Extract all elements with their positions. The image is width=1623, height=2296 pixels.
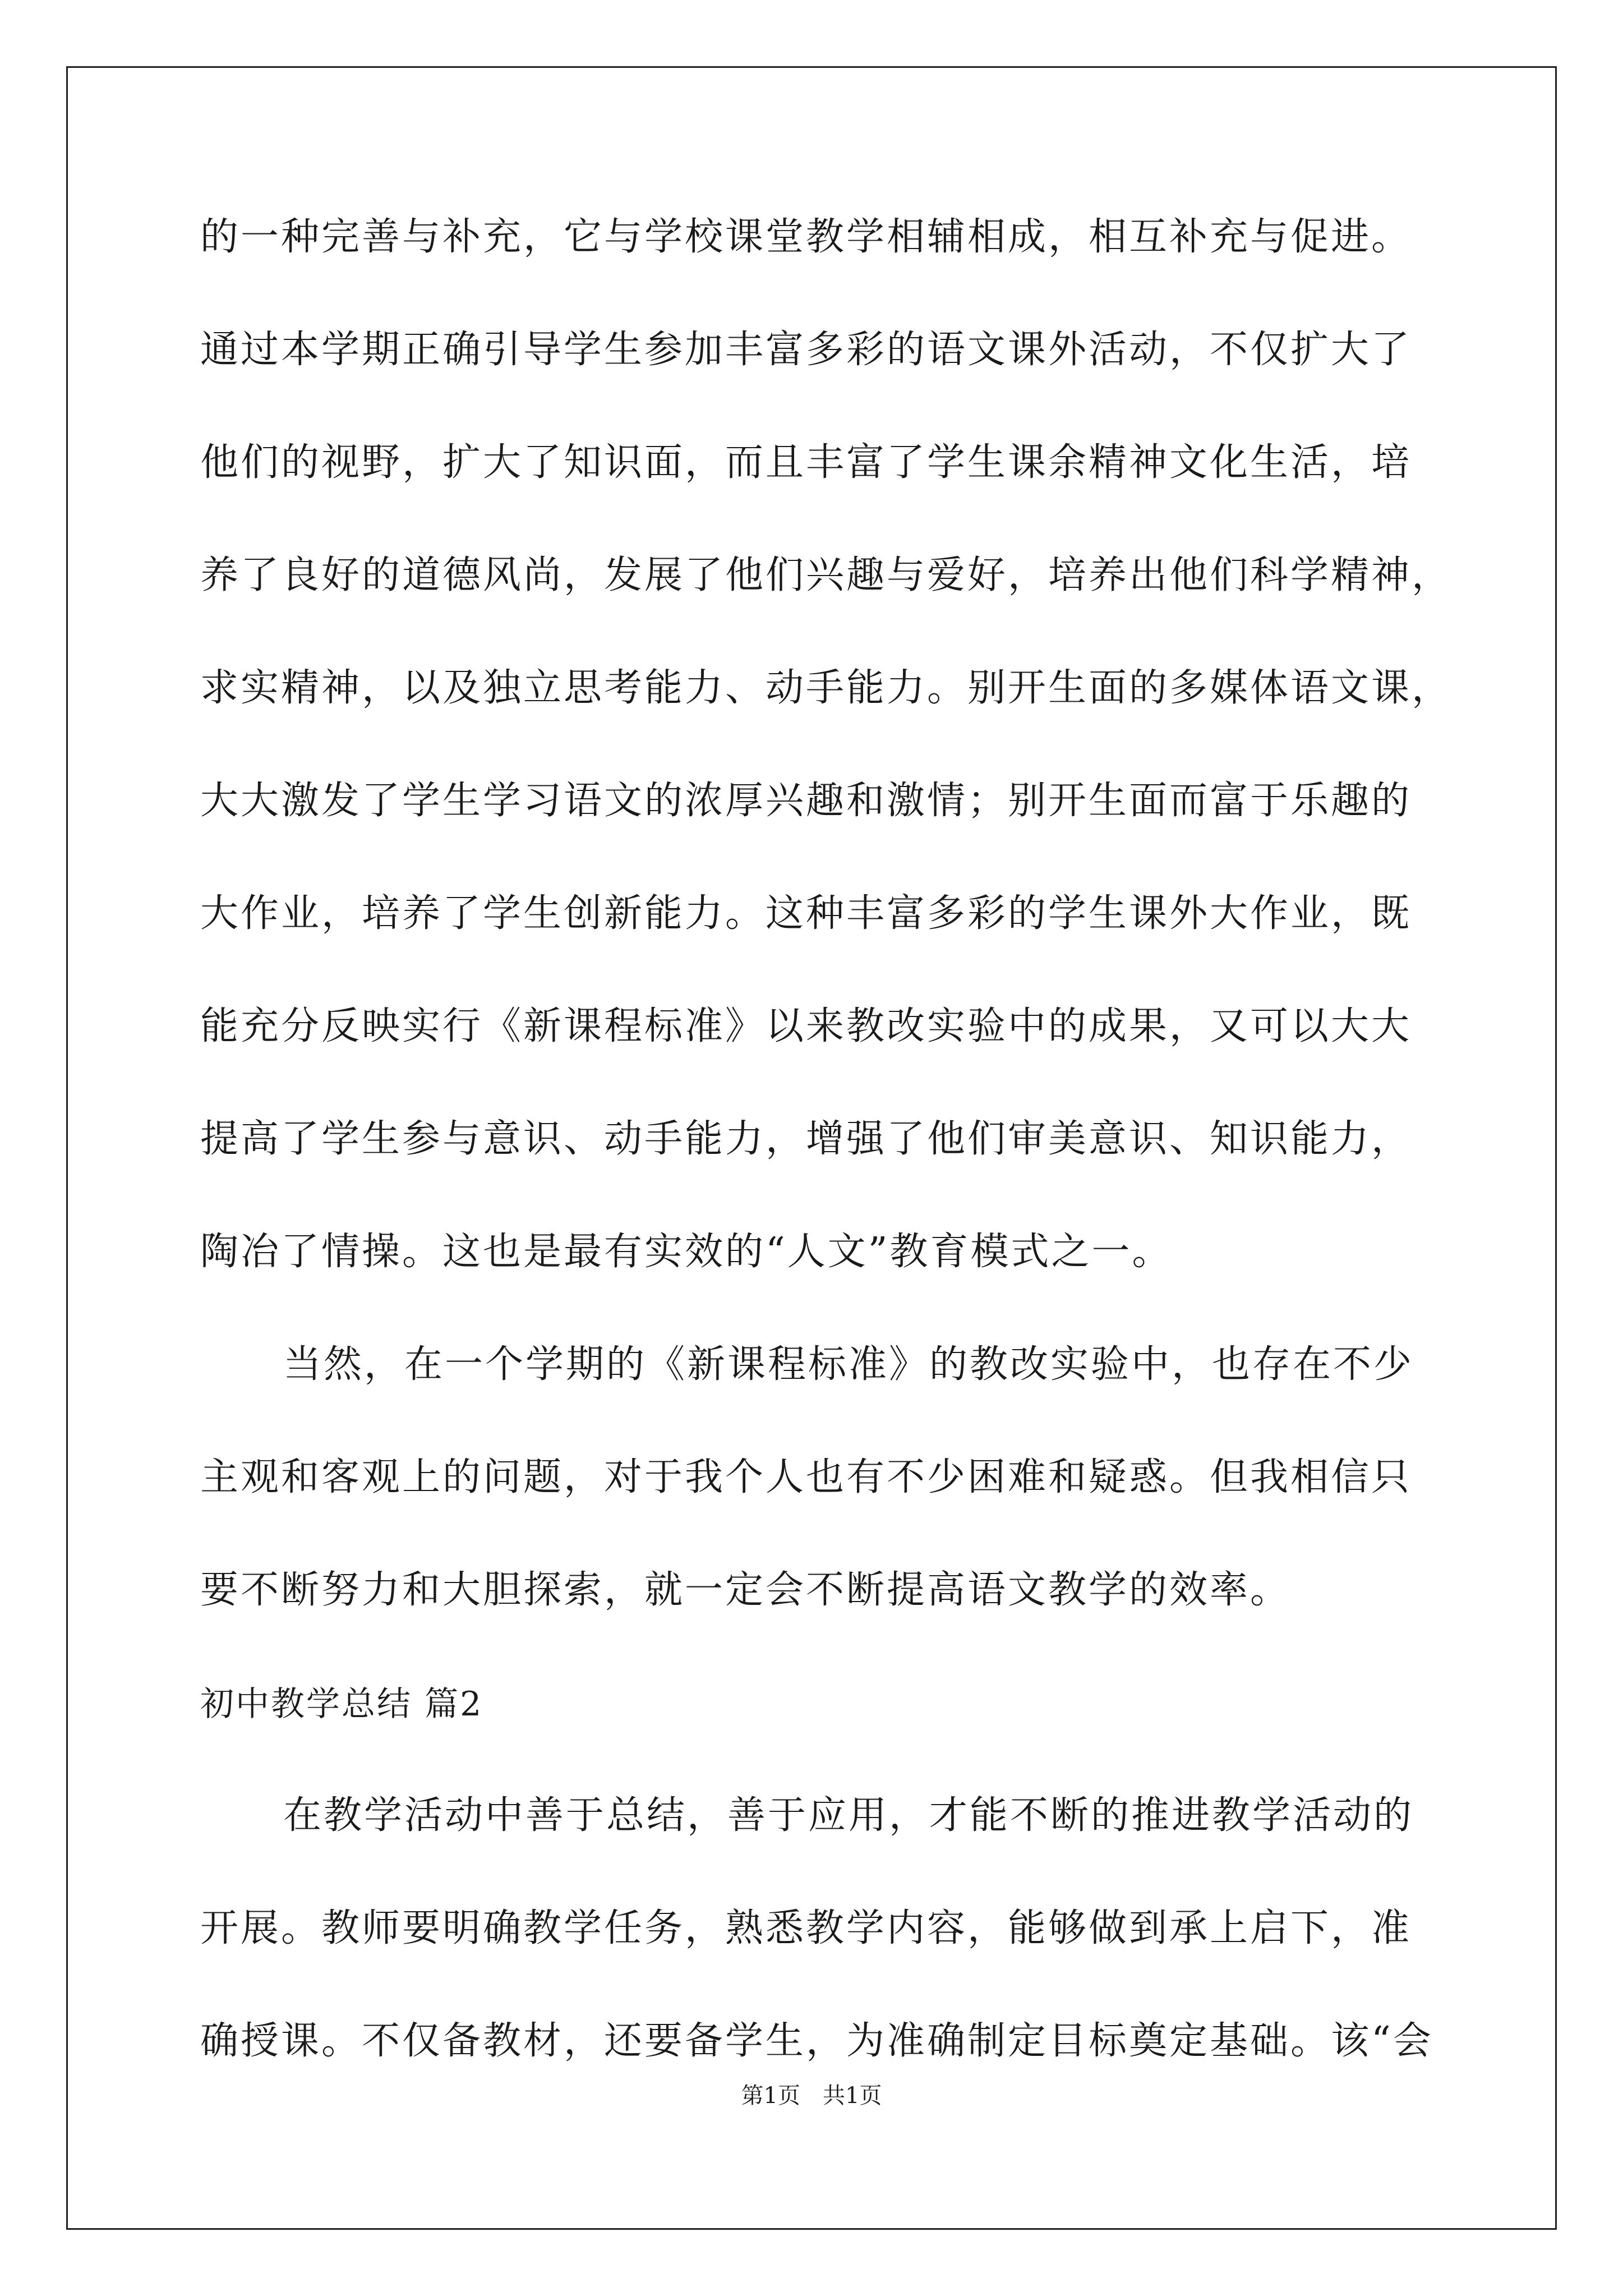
paragraph-line: 主观和客观上的问题，对于我个人也有不少困难和疑惑。但我相信只 bbox=[200, 1455, 1412, 1499]
paragraph-line: 大作业，培养了学生创新能力。这种丰富多彩的学生课外大作业，既 bbox=[200, 891, 1412, 936]
paragraph-line: 当然，在一个学期的《新课程标准》的教改实验中，也存在不少 bbox=[283, 1342, 1414, 1387]
paragraph-line: 大大激发了学生学习语文的浓厚兴趣和激情；别开生面而富于乐趣的 bbox=[200, 779, 1412, 823]
paragraph-line: 通过本学期正确引导学生参加丰富多彩的语文课外活动，不仅扩大了 bbox=[200, 328, 1412, 372]
paragraph-line: 确授课。不仅备教材，还要备学生，为准确制定目标奠定基础。该“会 bbox=[200, 2019, 1433, 2063]
page-footer: 第1页 共1页 bbox=[741, 2083, 882, 2109]
paragraph-line: 的一种完善与补充，它与学校课堂教学相辅相成，相互补充与促进。 bbox=[200, 215, 1412, 259]
paragraph-line: 陶冶了情操。这也是最有实效的“人文”教育模式之一。 bbox=[200, 1230, 1173, 1274]
paragraph-line: 要不断努力和大胆探索，就一定会不断提高语文教学的效率。 bbox=[200, 1568, 1291, 1612]
paragraph-line: 能充分反映实行《新课程标准》以来教改实验中的成果，又可以大大 bbox=[200, 1004, 1412, 1048]
paragraph-line: 求实精神，以及独立思考能力、动手能力。别开生面的多媒体语文课， bbox=[200, 666, 1453, 710]
paragraph-line: 开展。教师要明确教学任务，熟悉教学内容，能够做到承上启下，准 bbox=[200, 1906, 1412, 1950]
paragraph-line: 他们的视野，扩大了知识面，而且丰富了学生课余精神文化生活，培 bbox=[200, 440, 1412, 485]
paragraph-line: 在教学活动中善于总结，善于应用，才能不断的推进教学活动的 bbox=[283, 1793, 1414, 1838]
paragraph-line: 提高了学生参与意识、动手能力，增强了他们审美意识、知识能力， bbox=[200, 1117, 1412, 1161]
section-heading: 初中教学总结 篇2 bbox=[200, 1685, 483, 1724]
paragraph-line: 养了良好的道德风尚，发展了他们兴趣与爱好，培养出他们科学精神， bbox=[200, 553, 1453, 597]
